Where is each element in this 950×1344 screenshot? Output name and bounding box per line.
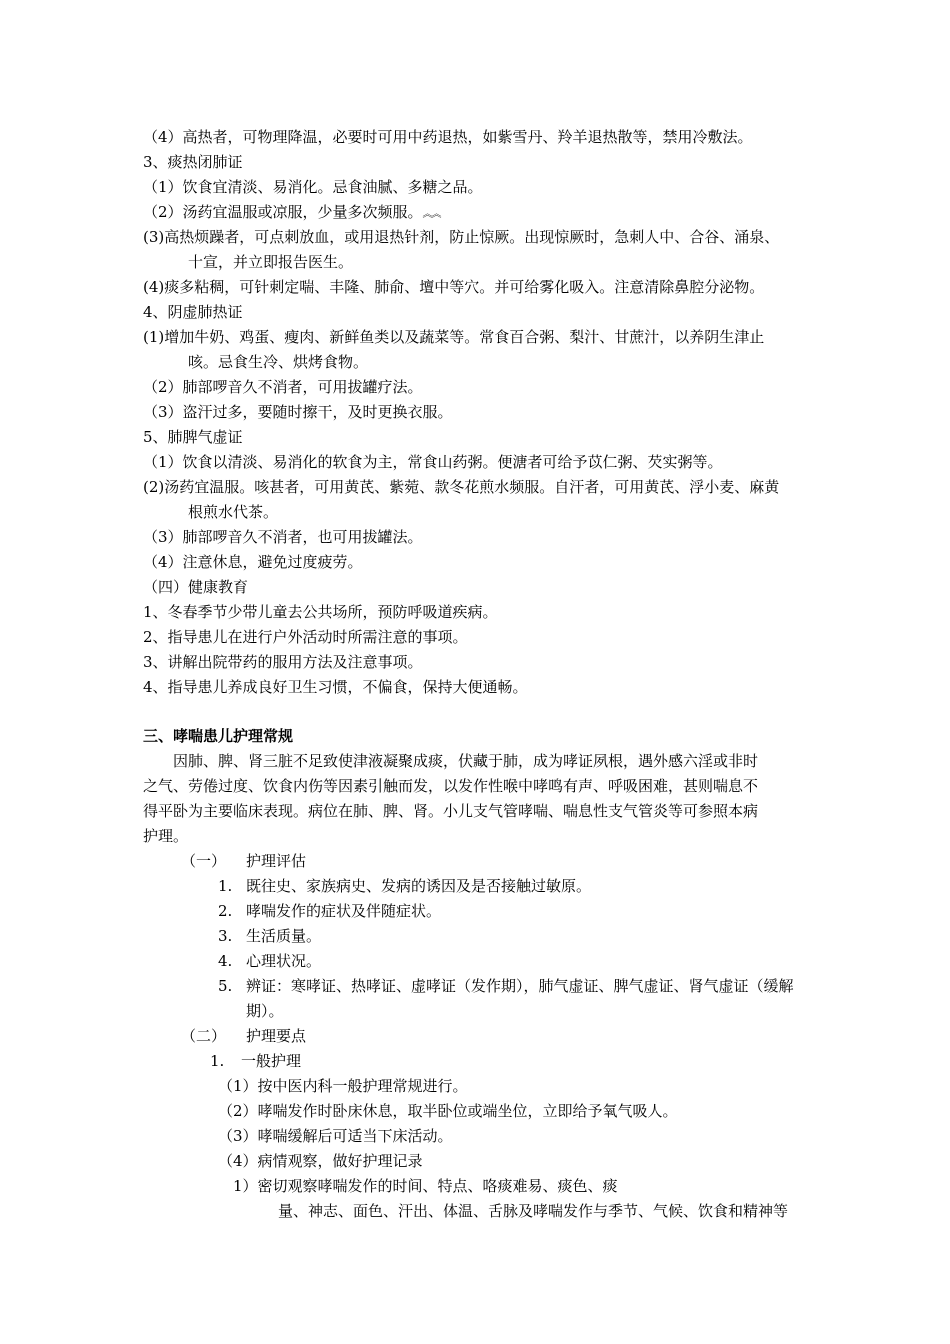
list-number: 1.	[218, 877, 233, 895]
text-line	[143, 202, 441, 225]
text-line: （1）饮食以清淡、易消化的软食为主，常食山药粥。便溏者可给予苡仁粥、芡实粥等。	[143, 453, 723, 471]
subsection-title: 护理评估	[246, 852, 307, 870]
text-line: (4)痰多粘稠，可针刺定喘、丰隆、肺俞、壇中等穴。并可给雾化吸入。注意清除鼻腔分泌物。	[143, 278, 765, 296]
text-line: 4、指导患儿养成良好卫生习惯，不偏食，保持大便通畅。	[143, 678, 528, 696]
sub-list-item: 1）密切观察哮喘发作的时间、特点、咯痰难易、痰色、痰	[233, 1177, 618, 1195]
paragraph-line: 护理。	[143, 827, 189, 845]
list-number: 4.	[218, 952, 233, 970]
paragraph-line: 得平卧为主要临床表现。病位在肺、脾、肾。小儿支气管哮喘、喘息性支气管炎等可参照本病	[143, 802, 759, 820]
list-item: 哮喘发作的症状及伴随症状。	[246, 902, 442, 920]
text-line-continuation: 十宣，并立即报告医生。	[188, 253, 354, 271]
text-line: （2）肺部啰音久不消者，可用拔罐疗法。	[143, 378, 423, 396]
text-line: （1）饮食宜清淡、易消化。忌食油腻、多糖之品。	[143, 178, 483, 196]
text-line: (1)增加牛奶、鸡蛋、瘦肉、新鲜鱼类以及蔬菜等。常食百合粥、梨汁、甘蔗汁，以养阴生津止	[143, 328, 765, 346]
list-item-continuation: 期）。	[246, 1002, 284, 1020]
text-line: （3）盗汗过多，要随时擦干，及时更换衣服。	[143, 403, 453, 421]
list-item: 心理状况。	[246, 952, 322, 970]
text-line: (2)汤药宜温服。咳甚者，可用黄芪、紫菀、款冬花煎水频服。自汗者，可用黄芪、浮小麦、麻黄	[143, 478, 780, 496]
subsection-title: 护理要点	[246, 1027, 307, 1045]
list-number: 5.	[218, 977, 233, 995]
list-item: （1）按中医内科一般护理常规进行。	[218, 1077, 468, 1095]
text-line: (3)高热烦躁者，可点刺放血，或用退热针剂，防止惊厥。出现惊厥时，急刺人中、合谷、涌泉、	[143, 228, 780, 246]
text-line: 2、指导患儿在进行户外活动时所需注意的事项。	[143, 628, 468, 646]
list-item: （2）哮喘发作时卧床休息，取半卧位或端坐位，立即给予氧气吸人。	[218, 1102, 678, 1120]
list-number: 1.	[210, 1052, 225, 1070]
list-number: 3.	[218, 927, 233, 945]
text-line: 1、冬春季节少带儿童去公共场所，预防呼吸道疾病。	[143, 603, 498, 621]
sub-list-item-continuation: 量、神志、面色、汗出、体温、舌脉及哮喘发作与季节、气候、饮食和精神等	[278, 1202, 789, 1220]
paragraph-line: 之气、劳倦过度、饮食内伤等因素引触而发，以发作性喉中哮鸣有声、呼吸困难，甚则喘息不	[143, 777, 759, 795]
list-item: 生活质量。	[246, 927, 322, 945]
text-line-continuation: 根煎水代茶。	[188, 503, 279, 521]
inline-mark: ︽︽	[422, 209, 441, 220]
text-line: 3、讲解出院带药的服用方法及注意事项。	[143, 653, 423, 671]
list-item-title: 一般护理	[241, 1052, 302, 1070]
list-item: 既往史、家族病史、发病的诱因及是否接触过敏原。	[246, 877, 592, 895]
chapter-heading: 三、哮喘患儿护理常规	[143, 727, 294, 745]
section-heading: 3、痰热闭肺证	[143, 153, 243, 171]
list-number: 2.	[218, 902, 233, 920]
section-heading: 5、肺脾气虚证	[143, 428, 243, 446]
subsection-number: （二）	[181, 1027, 227, 1045]
subsection-number: （一）	[181, 852, 227, 870]
text-line: （4）注意休息，避免过度疲劳。	[143, 553, 363, 571]
text-line-continuation: 咳。忌食生冷、烘烤食物。	[188, 353, 369, 371]
text-line-content: （2）汤药宜温服或凉服，少量多次频服。	[143, 203, 423, 221]
text-line: （4）高热者，可物理降温，必要时可用中药退热，如紫雪丹、羚羊退热散等，禁用冷敷法。	[143, 128, 753, 146]
section-heading: （四）健康教育	[143, 578, 249, 596]
paragraph-line: 因肺、脾、肾三脏不足致使津液凝聚成痰，伏藏于肺，成为哮证夙根，遇外感六淫或非时	[173, 752, 759, 770]
text-line: （3）肺部啰音久不消者，也可用拔罐法。	[143, 528, 423, 546]
list-item: （3）哮喘缓解后可适当下床活动。	[218, 1127, 453, 1145]
list-item: 辨证：寒哮证、热哮证、虚哮证（发作期），肺气虚证、脾气虚证、肾气虚证（缓解	[246, 977, 794, 995]
section-heading: 4、阴虚肺热证	[143, 303, 243, 321]
list-item: （4）病情观察，做好护理记录	[218, 1152, 423, 1170]
